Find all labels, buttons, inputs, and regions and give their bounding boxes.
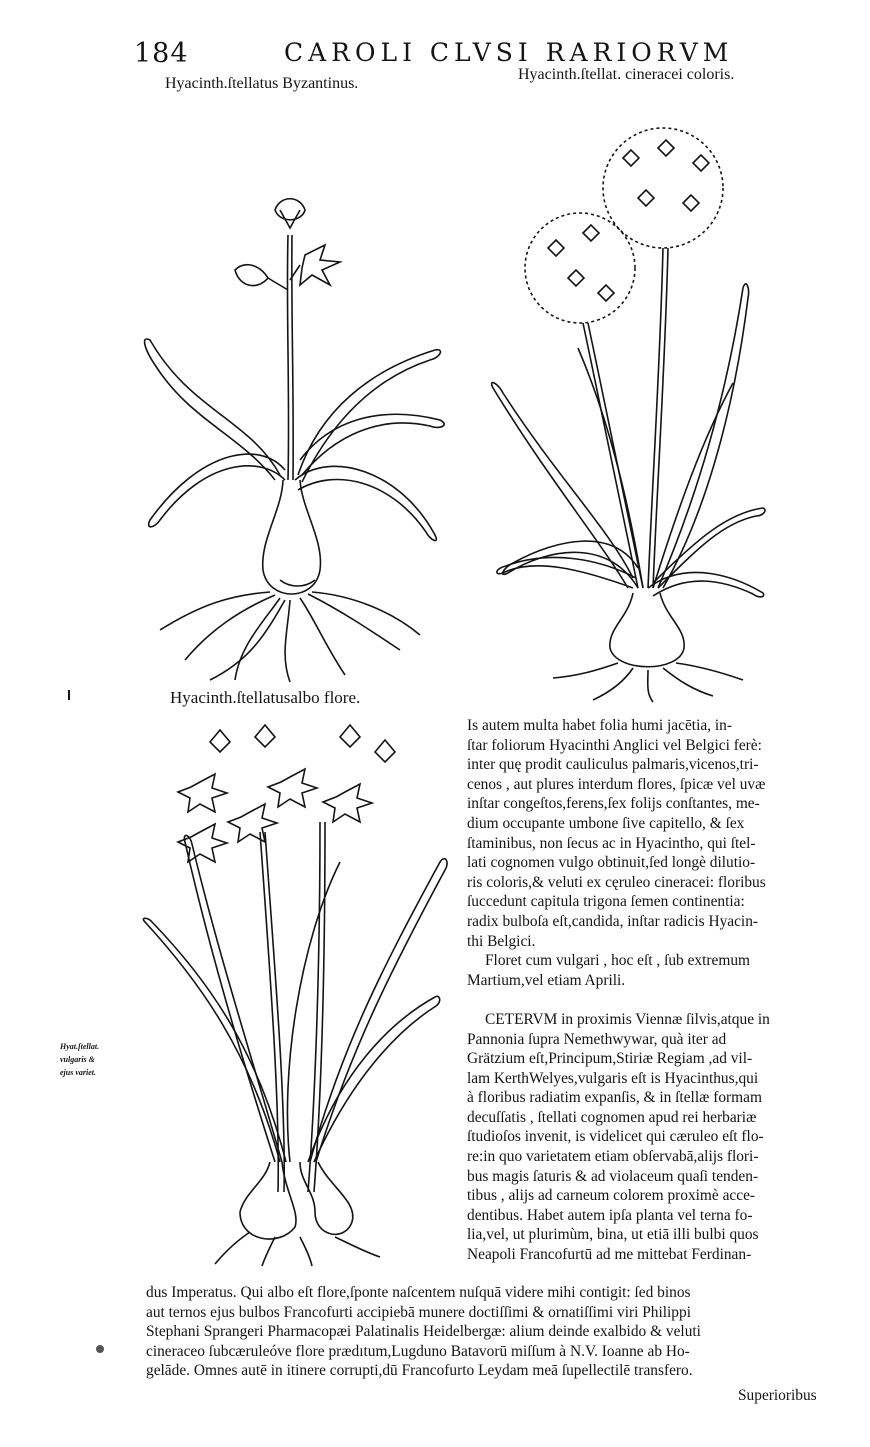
text-line: lati cognomen vulgo obtinuit,ſed longè dilutio- bbox=[467, 854, 756, 872]
text-line: dentibus. Habet autem ipſa planta vel terna fo- bbox=[467, 1206, 753, 1224]
text-line: Martium,vel etiam Aprili. bbox=[467, 971, 626, 989]
ink-blot bbox=[96, 1345, 104, 1353]
bottom-text bbox=[146, 1283, 836, 1381]
text-line: ſtaminibus, non ſecus ac in Hyacintho, qui ſtel- bbox=[467, 834, 756, 852]
text-line: Is autem multa habet folia humi jacētia, in- bbox=[467, 717, 732, 734]
text-line: lam KerthWelyes,vulgaris eſt is Hyacinthus,qui bbox=[467, 1069, 759, 1087]
page-number: 184 bbox=[134, 38, 189, 69]
right-column-text bbox=[467, 716, 837, 1265]
text-line: inſtar congeſtos,ferens,ſex folijs conſtantes, me- bbox=[467, 795, 760, 813]
text-line: CETERVM in proximis Viennæ ſilvis,atque in bbox=[485, 1010, 770, 1028]
margin-note bbox=[60, 1040, 99, 1079]
text-line: à floribus radiatim expanſis, & in ſtellæ formam bbox=[467, 1089, 762, 1107]
hyacinth-albo-flore-woodcut bbox=[140, 722, 460, 1267]
hyacinth-cineraceus-woodcut bbox=[488, 118, 768, 703]
running-title: CAROLI CLVSI RARIORVM bbox=[284, 38, 734, 67]
text-line: tibus , alijs ad carneum colorem proximè acce- bbox=[467, 1187, 756, 1205]
text-line: ſtar foliorum Hyacinthi Anglici vel Belgici ferè: bbox=[467, 736, 762, 754]
text-line: Pannonia ſupra Nemethwywar, quà iter ad bbox=[467, 1030, 727, 1048]
text-line: ſuccedunt capitula trigona ſemen continentia: bbox=[467, 893, 745, 911]
text-line: bus magis ſaturis & ad violaceum quaſi tenden- bbox=[467, 1167, 759, 1185]
text-line: ris coloris,& veluti ex cęruleo cineracei: floribus bbox=[467, 873, 766, 891]
text-line: aut ternos ejus bulbos Francofurti accipiebā munere doctiſſimi & ornatiſſimi viri Philippi bbox=[146, 1303, 691, 1321]
text-line: inter quę prodit cauliculus palmaris,vicenos,tri- bbox=[467, 756, 759, 774]
text-line: decuſſatis , ſtellati cognomen apud rei herbariæ bbox=[467, 1108, 757, 1126]
text-line: gelāde. Omnes autē in itinere corrupti,dū Francofurto Leydam meā ſupellectilē transfero. bbox=[146, 1362, 693, 1380]
text-line: dium occupante umbone ſive capitello, & ſex bbox=[467, 814, 745, 832]
text-line: Neapoli Francofurtū ad me mittebat Ferdinan- bbox=[467, 1246, 752, 1264]
text-line: dus Imperatus. Qui albo eſt flore,ſponte naſcentem nuſquā videre mihi contigit: ſed binos bbox=[146, 1284, 691, 1301]
text-line: lia,vel, ut plurimùm, bina, ut etiā illi bulbi quos bbox=[467, 1226, 759, 1244]
text-line: cineraceo ſubcæruleóve flore prædıtum,Lugduno Batavorū miſſum à N.V. Ioanne ab Ho- bbox=[146, 1342, 690, 1360]
catchword: Superioribus bbox=[738, 1387, 817, 1404]
text-line: Stephani Sprangeri Pharmacopæi Palatinalis Heidelbergæ: alium deinde exalbido & veluti bbox=[146, 1323, 701, 1341]
figure-caption-byzantinus: Hyacinth.ſtellatus Byzantinus. bbox=[165, 75, 359, 92]
ink-mark bbox=[68, 690, 70, 700]
paragraph-gap bbox=[467, 990, 837, 1010]
text-line: re:in quo varietatem etiam obſervabā,alijs flori- bbox=[467, 1148, 759, 1166]
text-line: ſtudioſos invenit, is videlicet qui cæruleo eſt flo- bbox=[467, 1128, 764, 1146]
figure-caption-cineraceus: Hyacinth.ſtellat. cineracei coloris. bbox=[518, 66, 735, 83]
text-line: Floret cum vulgari , hoc eſt , ſub extremum bbox=[485, 952, 750, 970]
margin-note-line: ejus variet. bbox=[60, 1068, 96, 1077]
margin-note-line: Hyat.ſtellat. bbox=[60, 1042, 100, 1051]
figure-caption-albo-flore: Hyacinth.ſtellatusalbo flore. bbox=[170, 688, 361, 707]
text-line: radix bulboſa eſt,candida, inſtar radicis Hyacin- bbox=[467, 912, 759, 930]
hyacinth-byzantinus-woodcut bbox=[130, 190, 460, 685]
margin-note-line: vulgaris & bbox=[60, 1055, 95, 1064]
text-line: Grätzium eſt,Principum,Stiriæ Regiam ,ad vil- bbox=[467, 1050, 753, 1068]
text-line: thi Belgici. bbox=[467, 932, 536, 950]
text-line: cenos , aut plures interdum flores, ſpicæ vel uvæ bbox=[467, 775, 766, 793]
